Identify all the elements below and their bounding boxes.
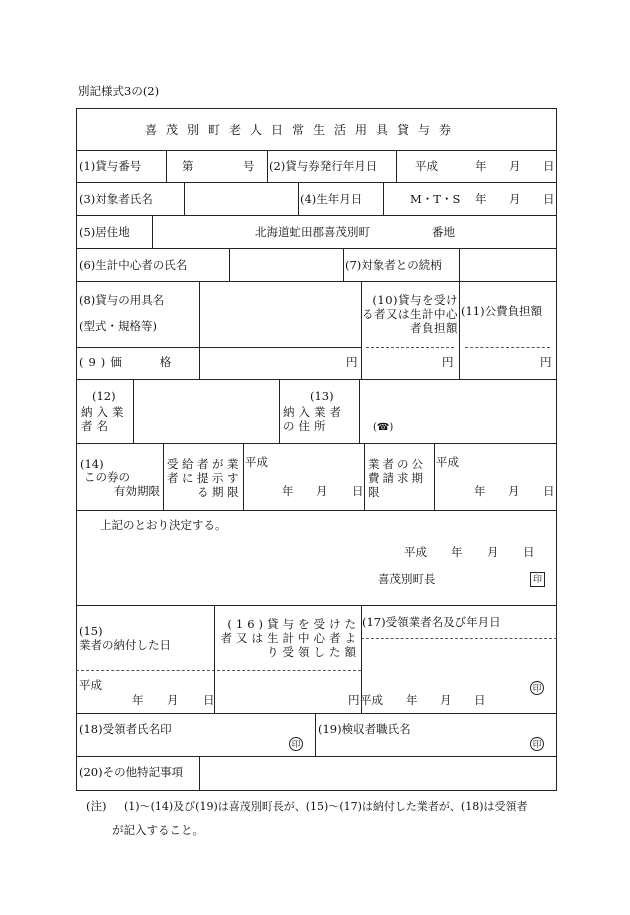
no15-label: (15) <box>79 624 103 638</box>
dob-month: 月 <box>509 192 521 206</box>
present-year: 年 <box>282 484 294 498</box>
no14-label: (14) <box>80 457 104 471</box>
banchi-label: 番地 <box>432 225 455 239</box>
mayor-seal: 印 <box>530 572 545 587</box>
delivered-date-label: 業者の納付した日 <box>79 638 171 652</box>
receipt-era: 平成 <box>360 693 383 707</box>
mayor-label: 喜茂別町長 <box>378 572 436 586</box>
delivered-year: 年 <box>132 693 144 707</box>
relation-label: (7)対象者との続柄 <box>345 258 442 272</box>
receipt-month: 月 <box>440 693 452 707</box>
decision-era: 平成 <box>404 545 427 559</box>
receipt-year: 年 <box>406 693 418 707</box>
public-yen: 円 <box>540 355 552 369</box>
claim-month: 月 <box>508 484 520 498</box>
public-burden-label: (11)公費負担額 <box>461 304 543 318</box>
receipt-seal: 印 <box>530 681 544 695</box>
recipient-seal: 印 <box>289 737 303 751</box>
loan-number-label: (1)貸与番号 <box>79 159 142 173</box>
decision-day: 日 <box>523 545 535 559</box>
price-yen: 円 <box>346 355 358 369</box>
issue-year: 年 <box>475 159 487 173</box>
decision-text: 上記のとおり決定する。 <box>100 518 227 532</box>
burden-yen: 円 <box>442 355 454 369</box>
address-label: (5)居住地 <box>79 225 130 239</box>
note-label: (注) <box>86 799 107 813</box>
claim-year: 年 <box>474 484 486 498</box>
item-name-label: (8)貸与の用具名 <box>79 293 165 307</box>
dob-year: 年 <box>475 192 487 206</box>
dob-day: 日 <box>543 192 555 206</box>
receipt-day: 日 <box>474 693 486 707</box>
issue-date-label: (2)貸与券発行年月日 <box>269 159 378 173</box>
model-label: (型式・規格等) <box>79 319 157 333</box>
present-month: 月 <box>316 484 328 498</box>
delivered-era: 平成 <box>79 678 102 692</box>
no12-label: (12) <box>92 389 116 403</box>
supplier-name-label: 納入業者名 <box>81 405 128 433</box>
dob-era-options: M・T・S <box>410 192 461 206</box>
present-era: 平成 <box>245 455 268 469</box>
received-amount-label: (16)貸与を受けた者又は生計中心者より受領した額 <box>220 617 360 659</box>
issue-day: 日 <box>543 159 555 173</box>
claim-deadline-label: 業者の公費請求期限 <box>368 457 426 499</box>
present-deadline-label: 受給者が業者に提示する期限 <box>167 457 242 499</box>
recipient-label: (18)受領者氏名印 <box>79 722 172 736</box>
form-number: 別記様式3の(2) <box>78 84 160 98</box>
subject-name-label: (3)対象者氏名 <box>79 192 153 206</box>
go-label: 号 <box>243 159 255 173</box>
form-frame <box>76 108 557 791</box>
delivered-month: 月 <box>167 693 179 707</box>
dob-label: (4)生年月日 <box>300 192 363 206</box>
price-label: (9)価 格 <box>79 355 177 369</box>
other-notes-label: (20)その他特記事項 <box>79 765 184 779</box>
note-line1: (1)～(14)及び(19)は喜茂別町長が、(15)～(17)は納付した業者が、(18)は受領者 <box>124 800 528 813</box>
inspector-seal: 印 <box>530 737 544 751</box>
decision-year: 年 <box>451 545 463 559</box>
issue-era: 平成 <box>415 159 438 173</box>
coupon-label: この券の <box>84 470 130 484</box>
household-head-label: (6)生計中心者の氏名 <box>79 258 188 272</box>
note-line2: が記入すること。 <box>112 823 204 837</box>
received-yen: 円 <box>348 693 360 707</box>
dai-label: 第 <box>182 159 194 173</box>
claim-era: 平成 <box>436 455 459 469</box>
claim-day: 日 <box>543 484 555 498</box>
no13-label: (13) <box>310 389 334 403</box>
delivered-day: 日 <box>203 693 215 707</box>
inspector-label: (19)検収者職氏名 <box>318 722 411 736</box>
receipt-label: (17)受領業者名及び年月日 <box>362 615 501 629</box>
expiry-label: 有効期限 <box>114 484 160 498</box>
supplier-address-label: 納入業者の住所 <box>283 405 345 433</box>
self-burden-label: (10)貸与を受ける者又は生計中心者負担額 <box>362 293 458 335</box>
issue-month: 月 <box>509 159 521 173</box>
form-title: 喜茂別町老人日常生活用具貸与券 <box>145 123 461 137</box>
address-value: 北海道虻田郡喜茂別町 <box>255 225 370 239</box>
decision-month: 月 <box>487 545 499 559</box>
telephone-icon: (☎) <box>373 422 394 433</box>
present-day: 日 <box>352 484 364 498</box>
